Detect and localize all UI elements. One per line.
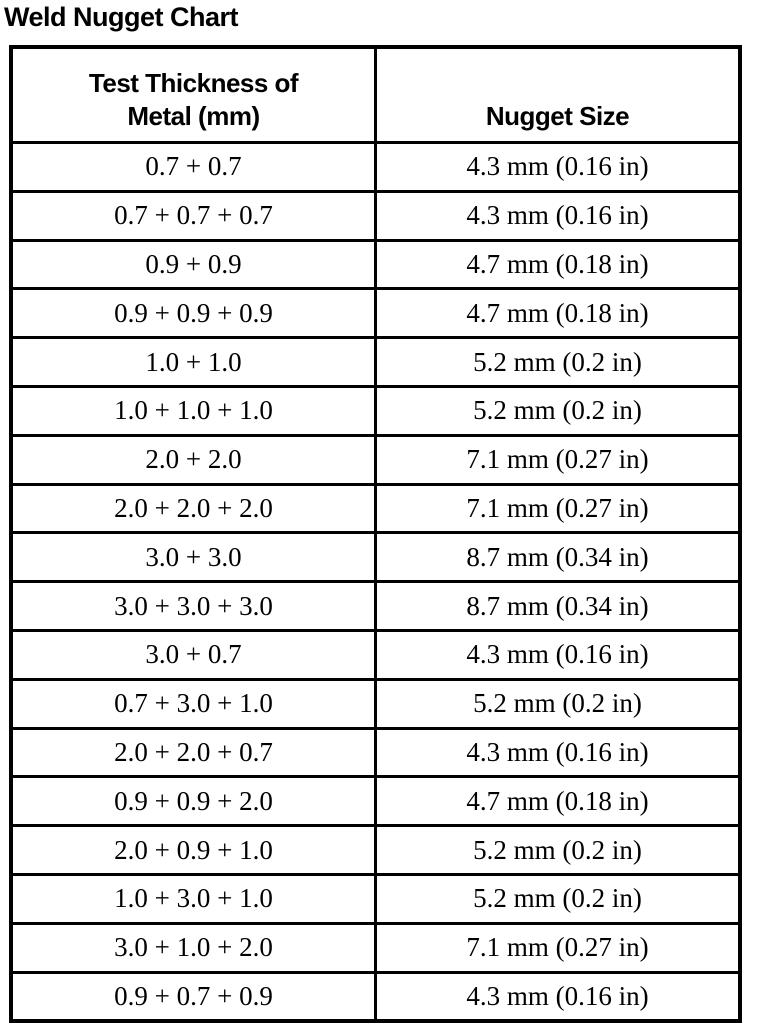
table-row xyxy=(11,240,740,289)
thickness-cell: 0.7 + 3.0 + 1.0 xyxy=(11,679,376,728)
nugget-size-cell: 5.2 mm (0.2 in) xyxy=(376,679,741,728)
table-row xyxy=(11,630,740,679)
nugget-size-cell: 4.7 mm (0.18 in) xyxy=(376,289,741,338)
thickness-cell: 1.0 + 1.0 + 1.0 xyxy=(11,386,376,435)
nugget-size-cell: 4.3 mm (0.16 in) xyxy=(376,143,741,192)
nugget-size-cell: 5.2 mm (0.2 in) xyxy=(376,386,741,435)
nugget-size-cell: 4.3 mm (0.16 in) xyxy=(376,728,741,777)
nugget-size-cell: 7.1 mm (0.27 in) xyxy=(376,923,741,972)
table-row xyxy=(11,143,740,192)
weld-nugget-table xyxy=(9,45,742,1023)
nugget-size-cell: 4.3 mm (0.16 in) xyxy=(376,191,741,240)
nugget-size-cell: 4.7 mm (0.18 in) xyxy=(376,240,741,289)
nugget-size-cell: 8.7 mm (0.34 in) xyxy=(376,582,741,631)
table-row xyxy=(11,582,740,631)
thickness-cell: 3.0 + 1.0 + 2.0 xyxy=(11,923,376,972)
thickness-cell: 0.9 + 0.9 xyxy=(11,240,376,289)
nugget-size-cell: 5.2 mm (0.2 in) xyxy=(376,874,741,923)
header-row xyxy=(11,47,740,143)
thickness-cell: 0.7 + 0.7 xyxy=(11,143,376,192)
thickness-cell: 1.0 + 3.0 + 1.0 xyxy=(11,874,376,923)
thickness-cell: 0.9 + 0.9 + 2.0 xyxy=(11,777,376,826)
header-test-thickness-line1: Test Thickness of xyxy=(88,68,299,98)
thickness-cell: 0.9 + 0.7 + 0.9 xyxy=(11,972,376,1021)
table-row xyxy=(11,435,740,484)
header-nugget-size: Nugget Size xyxy=(376,47,741,143)
table-row xyxy=(11,679,740,728)
table-row xyxy=(11,728,740,777)
table-body xyxy=(11,143,740,1022)
table-row xyxy=(11,191,740,240)
thickness-cell: 3.0 + 3.0 xyxy=(11,533,376,582)
page-title: Weld Nugget Chart xyxy=(4,2,238,32)
table-row xyxy=(11,338,740,387)
table-row xyxy=(11,923,740,972)
nugget-size-cell: 7.1 mm (0.27 in) xyxy=(376,484,741,533)
nugget-size-cell: 5.2 mm (0.2 in) xyxy=(376,826,741,875)
header-test-thickness xyxy=(11,47,376,143)
table-row xyxy=(11,289,740,338)
table-header xyxy=(11,47,740,143)
table-row xyxy=(11,972,740,1021)
thickness-cell: 0.7 + 0.7 + 0.7 xyxy=(11,191,376,240)
thickness-cell: 0.9 + 0.9 + 0.9 xyxy=(11,289,376,338)
table-row xyxy=(11,777,740,826)
thickness-cell: 3.0 + 0.7 xyxy=(11,630,376,679)
table-row xyxy=(11,386,740,435)
thickness-cell: 2.0 + 0.9 + 1.0 xyxy=(11,826,376,875)
nugget-size-cell: 5.2 mm (0.2 in) xyxy=(376,338,741,387)
nugget-size-cell: 8.7 mm (0.34 in) xyxy=(376,533,741,582)
nugget-size-cell: 4.3 mm (0.16 in) xyxy=(376,630,741,679)
table-row xyxy=(11,874,740,923)
table-row xyxy=(11,533,740,582)
nugget-size-cell: 4.3 mm (0.16 in) xyxy=(376,972,741,1021)
thickness-cell: 1.0 + 1.0 xyxy=(11,338,376,387)
nugget-size-cell: 4.7 mm (0.18 in) xyxy=(376,777,741,826)
nugget-size-cell: 7.1 mm (0.27 in) xyxy=(376,435,741,484)
table-row xyxy=(11,826,740,875)
header-test-thickness-line2: Metal (mm) xyxy=(127,100,260,131)
thickness-cell: 2.0 + 2.0 + 2.0 xyxy=(11,484,376,533)
thickness-cell: 2.0 + 2.0 xyxy=(11,435,376,484)
thickness-cell: 2.0 + 2.0 + 0.7 xyxy=(11,728,376,777)
table-row xyxy=(11,484,740,533)
thickness-cell: 3.0 + 3.0 + 3.0 xyxy=(11,582,376,631)
